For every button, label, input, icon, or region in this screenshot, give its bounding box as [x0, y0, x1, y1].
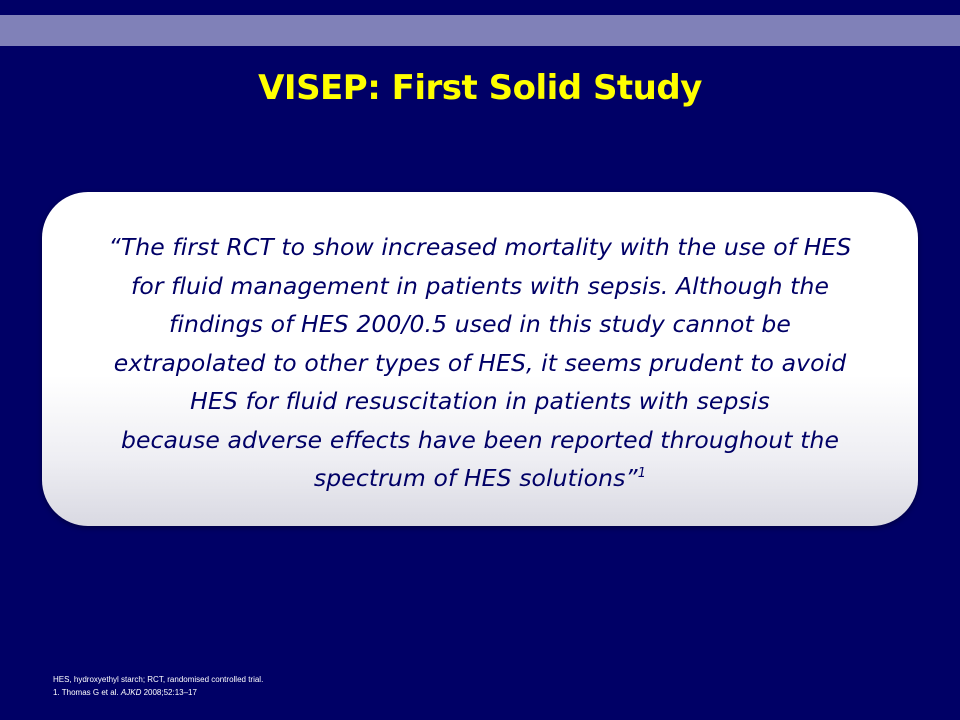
- quote-line-2: for fluid management in patients with sepsis. Although the: [130, 271, 830, 300]
- reference-superscript: 1: [637, 466, 647, 482]
- abbreviations-footnote: HES, hydroxyethyl starch; RCT, randomised controlled trial.: [53, 675, 264, 684]
- reference-journal: AJKD: [120, 688, 142, 697]
- top-decorative-band: [0, 15, 960, 46]
- reference-suffix: 2008;52:13–17: [141, 688, 197, 697]
- quote-line-4: extrapolated to other types of HES, it seems prudent to avoid: [113, 348, 847, 377]
- quote-box: [42, 192, 918, 526]
- quote-line-7: [42, 459, 918, 498]
- quote-line-7-text: spectrum of HES solutions”: [313, 464, 638, 492]
- quote-text: [42, 228, 918, 498]
- reference-footnote: [53, 686, 263, 699]
- slide-title: VISEP: First Solid Study: [258, 68, 702, 108]
- quote-line-6: because adverse effects have been reported throughout the: [120, 425, 840, 454]
- footnotes: [53, 673, 263, 699]
- quote-line-5: HES for fluid resuscitation in patients with sepsis: [190, 387, 770, 415]
- reference-prefix: 1. Thomas G et al.: [53, 688, 121, 697]
- quote-line-1: “The first RCT to show increased mortality with the use of HES: [108, 233, 852, 261]
- quote-line-3: findings of HES 200/0.5 used in this study cannot be: [169, 310, 791, 338]
